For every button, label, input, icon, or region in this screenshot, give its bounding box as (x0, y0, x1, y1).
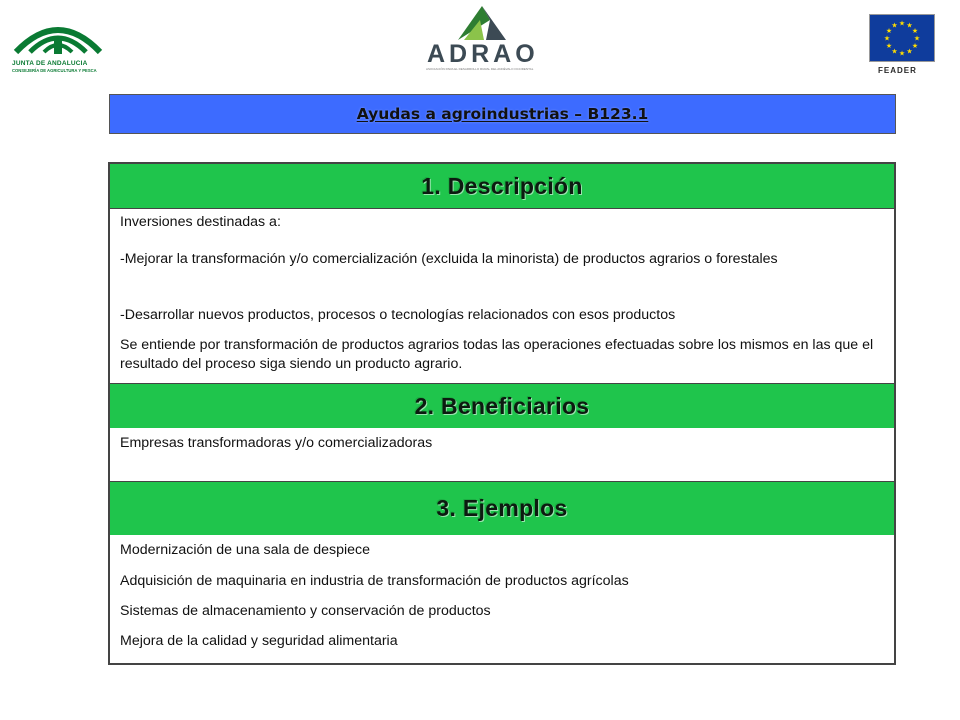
eu-star-icon: ★ (885, 43, 893, 50)
adrao-mountain-icon (420, 0, 540, 42)
eu-star-icon: ★ (906, 48, 913, 56)
section-body-ejemplos (110, 535, 894, 663)
adrao-logo (420, 0, 540, 80)
list-item: Mejora de la calidad y seguridad alimentaria (120, 633, 398, 649)
list-item: Adquisición de maquinaria en industria de transformación de productos agrícolas (120, 573, 629, 589)
adrao-name: ADRAO (427, 40, 539, 68)
eu-star-icon: ★ (883, 35, 891, 43)
junta-name: JUNTA DE ANDALUCIA (12, 60, 88, 67)
info-table (108, 162, 896, 665)
eu-star-icon: ★ (891, 22, 898, 30)
list-item: -Desarrollar nuevos productos, procesos o tecnologías relacionados con esos productos (120, 307, 676, 323)
junta-department: CONSEJERÍA DE AGRICULTURA Y PESCA (12, 68, 97, 73)
eu-star-icon: ★ (898, 20, 906, 28)
page-title: Ayudas a agroindustrias – B123.1 (356, 105, 649, 123)
eu-star-icon: ★ (885, 28, 893, 35)
list-item: Sistemas de almacenamiento y conservación de productos (120, 603, 491, 619)
section-heading: 2. Beneficiarios (414, 392, 590, 419)
section-body-descripcion (110, 209, 894, 381)
section-heading: 3. Ejemplos (436, 495, 568, 521)
section-header-ejemplos (110, 481, 894, 536)
section-header-descripcion (110, 164, 894, 209)
eu-flag-icon (869, 14, 935, 62)
feader-label: FEADER (878, 66, 917, 75)
eu-star-icon: ★ (911, 43, 919, 50)
section-header-beneficiarios (110, 383, 894, 429)
list-item: Se entiende por transformación de productos agrarios todas las operaciones efectuadas sobre los mismos en las que el resultado del proceso siga siendo un producto agrario. (120, 337, 874, 372)
eu-star-icon: ★ (906, 22, 913, 30)
junta-emblem-icon (8, 8, 108, 60)
adrao-subtitle: ASOCIACIÓN PARA EL DESARROLLO RURAL DEL ANDÉVALO OCCIDENTAL (426, 67, 534, 71)
eu-star-icon: ★ (911, 28, 919, 35)
section-heading: 1. Descripción (421, 172, 583, 199)
list-item: Modernización de una sala de despiece (120, 542, 371, 558)
page-title-bar (109, 94, 896, 134)
eu-star-icon: ★ (898, 50, 906, 58)
list-item: Empresas transformadoras y/o comercializadoras (120, 435, 433, 451)
junta-andalucia-logo (8, 8, 108, 78)
eu-star-icon: ★ (913, 35, 921, 43)
list-item: Inversiones destinadas a: (120, 214, 281, 230)
eu-star-icon: ★ (891, 48, 898, 56)
section-body-beneficiarios (110, 428, 894, 481)
eu-feader-logo (864, 14, 938, 76)
list-item: -Mejorar la transformación y/o comercialización (excluida la minorista) de productos agrarios o forestales (120, 251, 778, 267)
